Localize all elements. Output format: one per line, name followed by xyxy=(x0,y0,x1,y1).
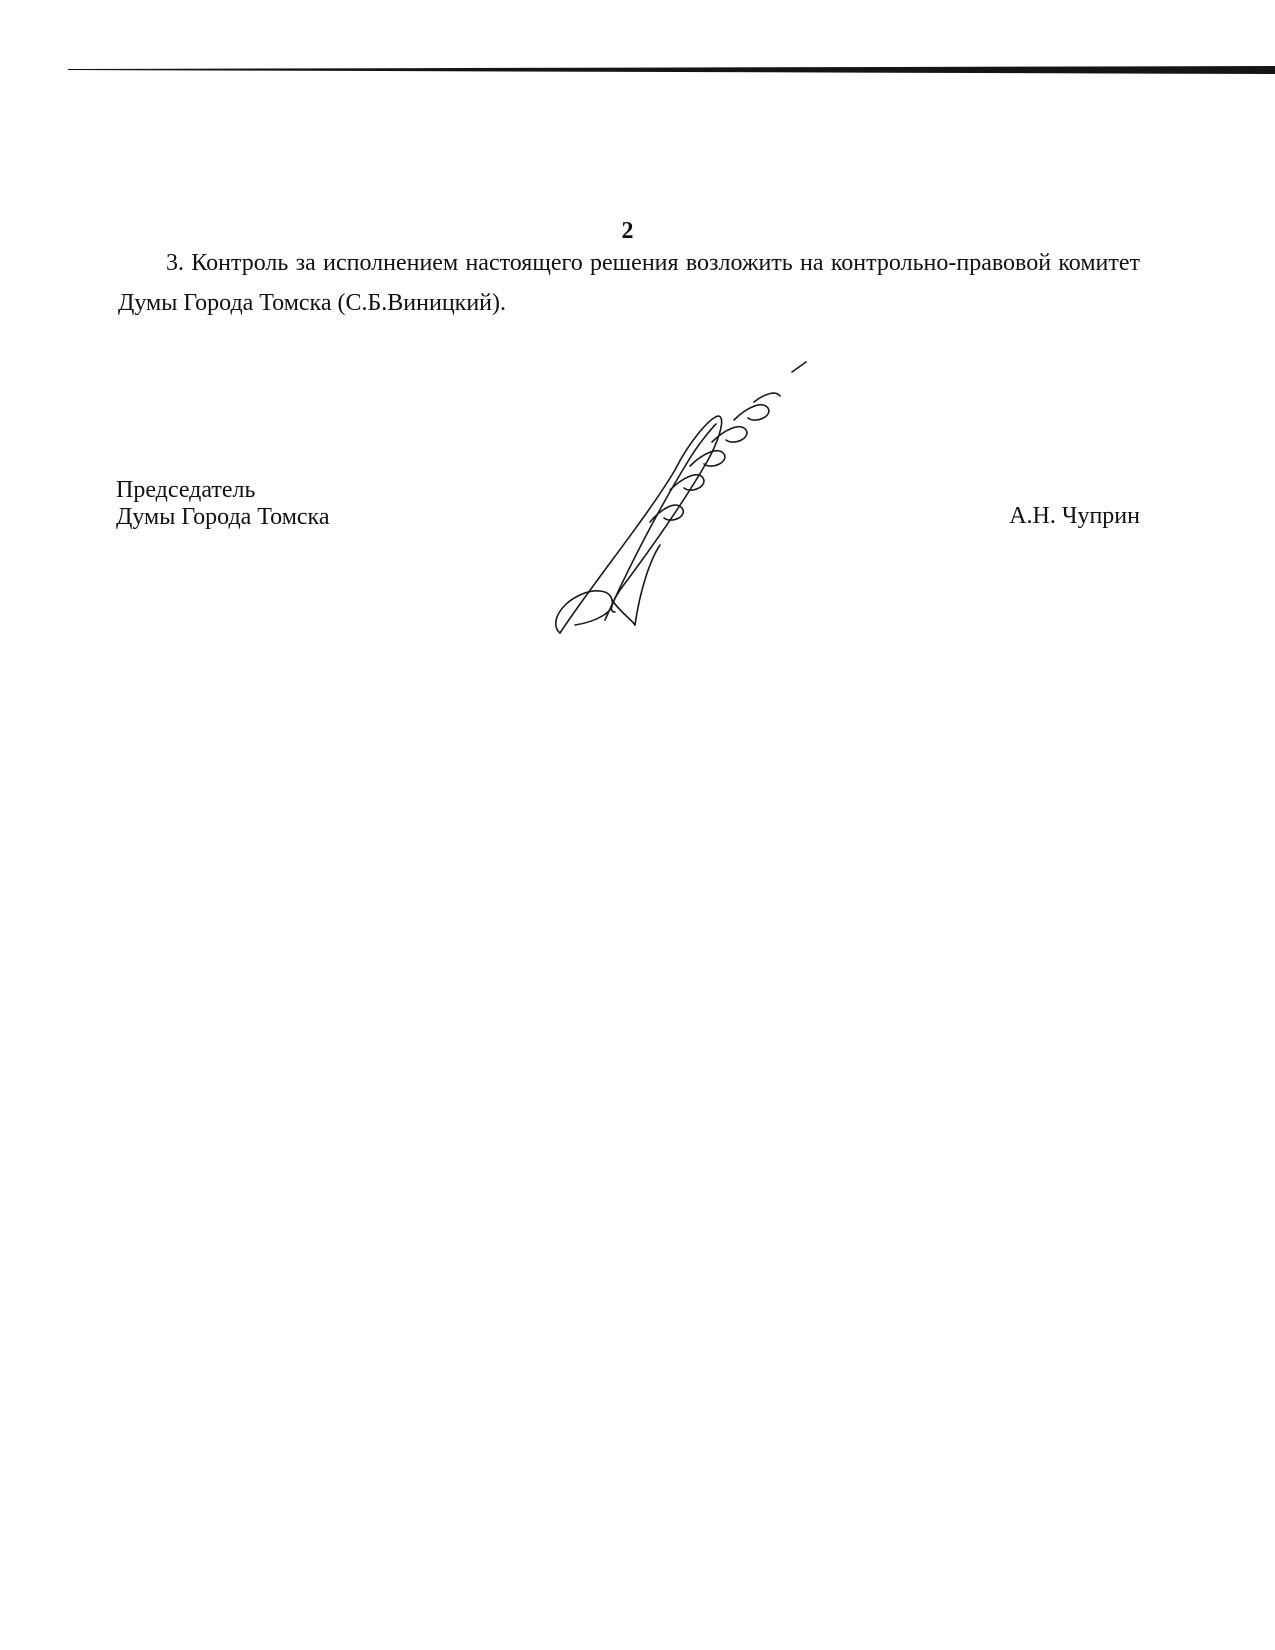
handwritten-signature xyxy=(540,350,820,650)
page-number: 2 xyxy=(621,218,634,244)
body-paragraph: 3. Контроль за исполнением настоящего решения возложить на контрольно-правовой комитет Думы Города Томска (С.Б.Виницкий). xyxy=(118,250,1140,316)
signer-title-line1: Председатель xyxy=(116,477,256,503)
signer-title xyxy=(116,477,330,531)
signer-name: А.Н. Чуприн xyxy=(1009,503,1140,529)
signer-title-line2: Думы Города Томска xyxy=(116,504,330,530)
top-rule xyxy=(68,66,1275,76)
